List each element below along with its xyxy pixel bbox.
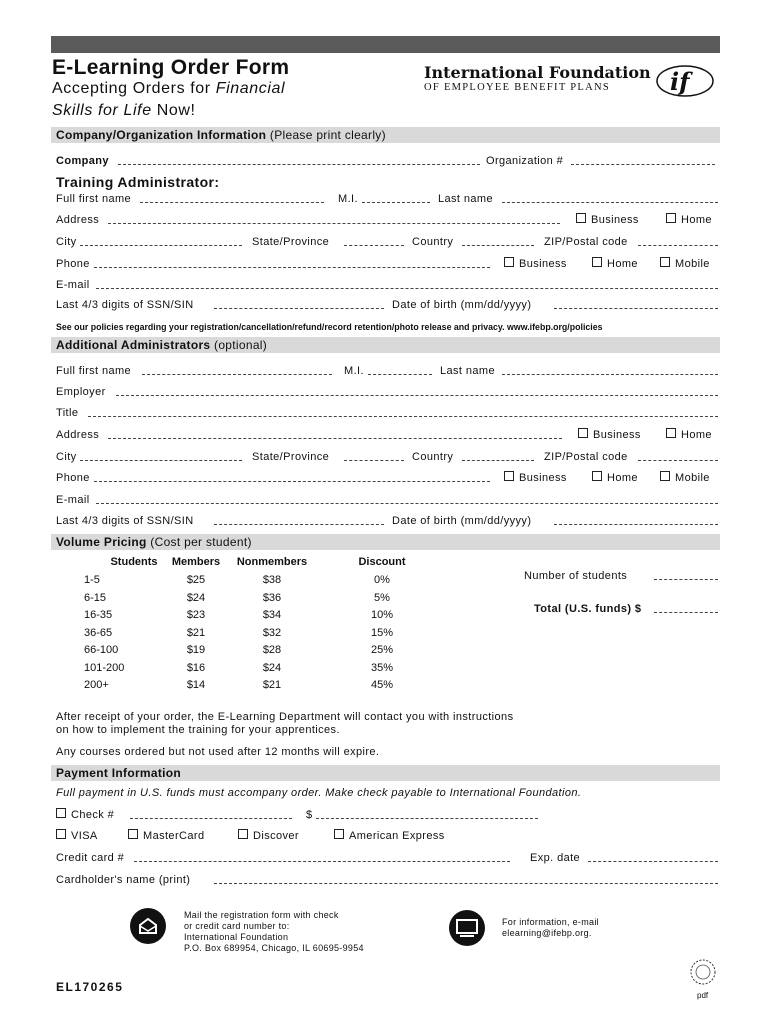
additional-ssn-field[interactable] (214, 514, 384, 525)
additional-phone-mobile-checkbox[interactable] (660, 471, 670, 481)
pricing-cell: 200+ (84, 679, 109, 691)
note-line-3: Any courses ordered but not used after 12 months will expire. (56, 746, 380, 758)
admin-email-field[interactable] (96, 278, 718, 289)
pricing-cell: 10% (370, 609, 394, 621)
additional-phone-home-checkbox[interactable] (592, 471, 602, 481)
policies-note: See our policies regarding your registration/cancellation/refund/record retention/photo release and privacy. www.ifebp.org/policies (56, 322, 603, 332)
admin-address-row: Address Business Home (56, 214, 712, 226)
additional-zip-field[interactable] (638, 450, 718, 461)
card-type-row: VISA MasterCard Discover American Express (56, 829, 720, 843)
additional-phone-field[interactable] (94, 471, 490, 482)
check-checkbox[interactable] (56, 808, 66, 818)
pricing-cell: 66-100 (84, 644, 119, 656)
additional-city-field[interactable] (80, 450, 242, 461)
pricing-cell: 6-15 (84, 591, 107, 604)
svg-text:if: if (670, 67, 690, 96)
pricing-cell: 15% (370, 626, 394, 639)
total-field[interactable] (654, 602, 718, 613)
payment-section-header: Payment Information (51, 765, 720, 781)
pricing-cell: $34 (262, 609, 282, 621)
pricing-cell: $21 (186, 626, 206, 639)
admin-mi-field[interactable] (362, 192, 430, 203)
pricing-cell: 5% (374, 591, 390, 604)
seal-icon (688, 958, 718, 986)
additional-state-field[interactable] (344, 450, 404, 461)
pricing-cell: 36-65 (84, 626, 113, 639)
additional-employer-row: Employer (56, 385, 720, 399)
additional-city-row: City State/Province Country ZIP/Postal code (56, 450, 720, 464)
additional-employer-field[interactable] (116, 385, 718, 396)
address-business-checkbox[interactable] (576, 213, 586, 223)
note-line-2: on how to implement the training for your apprentices. (56, 724, 340, 736)
subtitle-line-2: Skills for Life Now! (52, 102, 196, 119)
total-row: Total (U.S. funds) $ (56, 602, 720, 616)
top-bar (51, 36, 720, 53)
pricing-section-header: Volume Pricing (Cost per student) (51, 534, 720, 550)
additional-mi-field[interactable] (368, 364, 432, 375)
check-amount-field[interactable] (316, 808, 538, 819)
pricing-cell: $23 (186, 609, 206, 621)
subtitle-line-1: Accepting Orders for Financial (52, 80, 286, 97)
admin-email-row: E-mail (56, 278, 720, 292)
credit-card-number-field[interactable] (134, 851, 510, 862)
pricing-header: Discount (358, 556, 406, 568)
mastercard-checkbox[interactable] (128, 829, 138, 839)
pricing-cell: $24 (186, 591, 206, 604)
additional-section-header: Additional Administrators (optional) (51, 337, 720, 353)
note-line-1: After receipt of your order, the E-Learning Department will contact you with instructions (56, 711, 514, 723)
phone-mobile-checkbox[interactable] (660, 257, 670, 267)
additional-last-name-field[interactable] (502, 364, 718, 375)
admin-phone-row: Phone Business Home Mobile (56, 258, 710, 270)
company-row: Company Organization # (56, 154, 720, 168)
pricing-cell: $21 (262, 679, 282, 691)
expiration-date-field[interactable] (588, 851, 718, 862)
pricing-cell: 35% (370, 661, 394, 674)
admin-first-name-field[interactable] (140, 192, 324, 203)
additional-phone-business-checkbox[interactable] (504, 471, 514, 481)
amex-checkbox[interactable] (334, 829, 344, 839)
additional-address-home-checkbox[interactable] (666, 428, 676, 438)
pricing-cell: 101-200 (84, 661, 125, 674)
admin-city-field[interactable] (80, 235, 242, 246)
additional-address-field[interactable] (108, 428, 562, 439)
pricing-cell: 16-35 (84, 609, 113, 621)
pricing-cell: $38 (262, 574, 282, 586)
company-section-header: Company/Organization Information (Please print clearly) (51, 127, 720, 143)
payment-note: Full payment in U.S. funds must accompany order. Make check payable to International Foundation. (56, 787, 582, 799)
form-title: E-Learning Order Form (52, 56, 290, 79)
additional-address-row: Address Business Home (56, 429, 712, 441)
admin-ssn-field[interactable] (214, 298, 384, 309)
logo-tagline: OF EMPLOYEE BENEFIT PLANS (424, 82, 611, 93)
pricing-cell: $16 (186, 661, 206, 674)
pricing-cell: $28 (262, 644, 282, 656)
pdf-label: pdf (697, 991, 709, 1000)
cardholder-row: Cardholder's name (print) (56, 873, 720, 887)
admin-city-row: City State/Province Country ZIP/Postal code (56, 235, 720, 249)
admin-country-field[interactable] (462, 235, 534, 246)
additional-title-field[interactable] (88, 406, 718, 417)
pricing-cell: 25% (370, 644, 394, 656)
admin-name-row: Full first name M.I. Last name (56, 192, 720, 206)
address-home-checkbox[interactable] (666, 213, 676, 223)
pricing-cell: $25 (186, 574, 206, 586)
pricing-header: Students (110, 556, 158, 568)
additional-name-row: Full first name M.I. Last name (56, 364, 720, 378)
pricing-cell: 1-5 (84, 574, 100, 586)
admin-state-field[interactable] (344, 235, 404, 246)
admin-address-field[interactable] (108, 213, 560, 224)
additional-address-business-checkbox[interactable] (578, 428, 588, 438)
pricing-cell: $32 (262, 626, 282, 639)
additional-ssn-row: Last 4/3 digits of SSN/SIN Date of birth (mm/dd/yyyy) (56, 514, 720, 528)
pricing-cell: $36 (262, 591, 282, 604)
additional-email-row: E-mail (56, 493, 720, 507)
check-row: Check # $ (56, 808, 720, 822)
pricing-cell: 0% (374, 574, 390, 586)
pricing-cell: $24 (262, 661, 282, 674)
logo-mark-icon (652, 64, 718, 98)
phone-home-checkbox[interactable] (592, 257, 602, 267)
admin-ssn-row: Last 4/3 digits of SSN/SIN Date of birth (mm/dd/yyyy) (56, 298, 720, 312)
number-of-students-row: Number of students (56, 569, 720, 583)
company-field[interactable] (118, 154, 480, 165)
contact-info: For information, e-mail elearning@ifebp.org. (502, 917, 599, 938)
admin-phone-field[interactable] (94, 257, 490, 268)
additional-phone-row: Phone Business Home Mobile (56, 472, 710, 484)
discover-checkbox[interactable] (238, 829, 248, 839)
mailing-info: Mail the registration form with check or credit card number to: International Foundation P.O. Box 689954, Chicago, IL 60695-9954 (184, 910, 364, 953)
organization-number-field[interactable] (571, 154, 715, 165)
pricing-cell: $14 (186, 679, 206, 691)
admin-zip-field[interactable] (638, 235, 718, 246)
additional-title-row: Title (56, 406, 720, 420)
credit-card-row: Credit card # Exp. date (56, 851, 720, 865)
additional-first-name-field[interactable] (142, 364, 332, 375)
computer-icon (449, 910, 485, 946)
cardholder-name-field[interactable] (214, 873, 718, 884)
pricing-header: Members (171, 556, 221, 568)
phone-business-checkbox[interactable] (504, 257, 514, 267)
check-number-field[interactable] (130, 808, 292, 819)
pricing-cell: 45% (370, 679, 394, 691)
form-code: EL170265 (56, 980, 124, 994)
mail-icon (130, 908, 166, 944)
additional-email-field[interactable] (96, 493, 718, 504)
admin-last-name-field[interactable] (502, 192, 718, 203)
admin-dob-field[interactable] (554, 298, 718, 309)
training-admin-heading: Training Administrator: (56, 174, 220, 190)
number-of-students-field[interactable] (654, 569, 718, 580)
additional-dob-field[interactable] (554, 514, 718, 525)
pricing-header: Nonmembers (236, 556, 308, 568)
additional-country-field[interactable] (462, 450, 534, 461)
pricing-cell: $19 (186, 644, 206, 656)
logo-name: International Foundation (424, 63, 651, 82)
visa-checkbox[interactable] (56, 829, 66, 839)
